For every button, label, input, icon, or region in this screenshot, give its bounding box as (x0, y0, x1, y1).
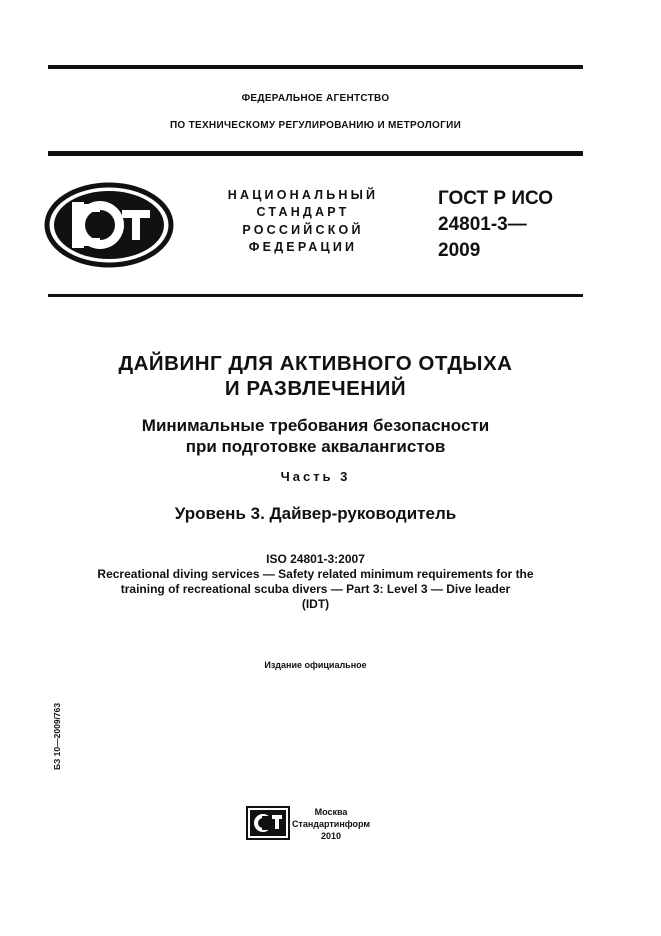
document-subtitle-line1: Минимальные требования безопасности (141, 416, 490, 435)
standard-type-line4: ФЕДЕРАЦИИ (248, 240, 358, 254)
gost-designation-line1: ГОСТ Р ИСО (438, 188, 554, 209)
emblem-rule (48, 294, 583, 297)
document-title-line2: И РАЗВЛЕЧЕНИЙ (224, 377, 407, 400)
publisher-logo-icon (246, 806, 290, 840)
iso-identity: (IDT) (301, 597, 330, 611)
standard-type-line2: СТАНДАРТ (256, 205, 350, 219)
publisher-year: 2010 (320, 831, 342, 841)
standard-type-line3: РОССИЙСКОЙ (242, 223, 364, 237)
edition-label: Издание официальное (264, 660, 367, 670)
publisher-name: Стандартинформ (291, 819, 371, 829)
top-rule (48, 65, 583, 69)
iso-title-line2: training of recreational scuba divers — Part 3: Level 3 — Dive leader (120, 582, 511, 596)
iso-number: ISO 24801-3:2007 (266, 552, 365, 566)
gost-emblem-icon (44, 182, 174, 268)
agency-name-line2: ПО ТЕХНИЧЕСКОМУ РЕГУЛИРОВАНИЮ И МЕТРОЛОГИИ (169, 120, 462, 131)
level-title: Уровень 3. Дайвер-руководитель (174, 504, 457, 523)
agency-name-line1: ФЕДЕРАЛЬНОЕ АГЕНТСТВО (241, 93, 390, 104)
standard-type-line1: НАЦИОНАЛЬНЫЙ (227, 188, 379, 202)
side-code: БЗ 10—2009/763 (52, 702, 62, 770)
document-title-line1: ДАЙВИНГ ДЛЯ АКТИВНОГО ОТДЫХА (118, 352, 513, 375)
header-rule (48, 151, 583, 156)
gost-designation-line3: 2009 (438, 240, 481, 261)
gost-designation-line2: 24801-3— (438, 214, 527, 235)
iso-title-line1: Recreational diving services — Safety related minimum requirements for the (97, 567, 534, 581)
publisher-city: Москва (314, 807, 348, 817)
document-subtitle-line2: при подготовке аквалангистов (185, 437, 446, 456)
part-label: Часть 3 (280, 469, 351, 484)
